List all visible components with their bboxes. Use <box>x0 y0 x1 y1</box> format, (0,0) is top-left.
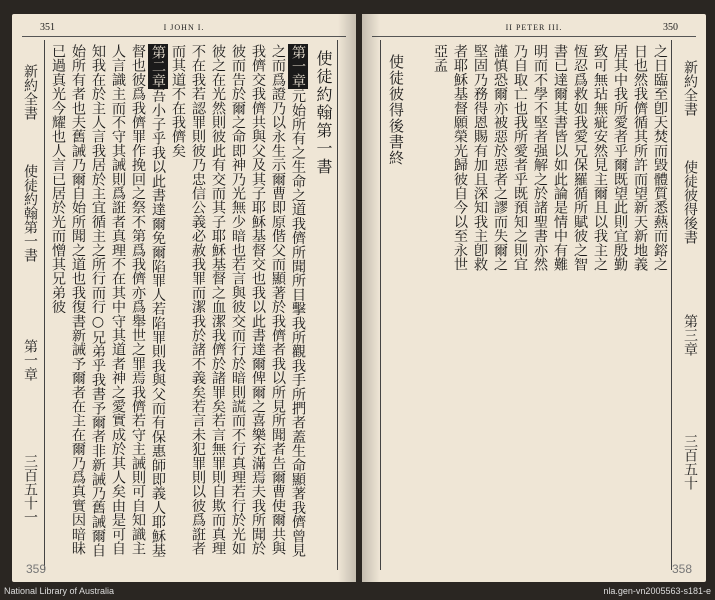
margin-chapter: 第三章 <box>682 314 698 356</box>
margin-book-name: 新約全書 <box>682 60 698 116</box>
book-end-title: 使徒彼得後書終 <box>387 54 405 166</box>
chapter-1-marker: 第一章 <box>290 45 306 88</box>
pencil-number: 358 <box>671 562 692 576</box>
chapter-2-text: 吾小子乎我以此書達爾免爾陷罪人若陷罪則我與父而有保惠師即義人耶穌基督也彼爲我儕罪作挽回之祭不第爲我儕亦爲舉世之罪焉我儕若守主誡則可自知識主人言識主而不守其誡則爲誑者真理不在其中守其道者神之愛實成於其人矣由是可自知我在於主人言我居於主宜循主之所行而行○兄弟乎我書予爾者非新誡乃舊誡爾自始所有者也夫舊誡乃爾自始所聞之道也我復書新誡予爾者在主在爾乃爲真實因暗昧已過真光今耀也人言已居於光而憎其兄弟彼 <box>50 44 166 558</box>
running-header-right <box>372 20 696 37</box>
margin-book-name: 新約全書 <box>22 64 38 120</box>
margin-epistle-name: 使徒約翰第一書 <box>22 164 38 262</box>
running-header-left <box>22 20 346 37</box>
margin-chapter: 第一章 <box>22 339 38 381</box>
body-text <box>432 44 670 284</box>
gutter-shadow <box>338 14 356 582</box>
margin-epistle-name: 使徒彼得後書 <box>682 160 698 244</box>
left-page <box>12 14 356 582</box>
footer-attribution: National Library of Australia <box>4 586 115 596</box>
gutter-shadow <box>362 14 380 582</box>
margin-sheet-number: 三百五十 <box>682 434 698 490</box>
footer-identifier: nla.gen-vn2005563-s181-e <box>603 586 711 596</box>
running-title: I JOHN I. <box>163 23 205 32</box>
chapter-3-text: 之日臨至卽天焚而毀體質悉爇而鎔之日也然我儕循其所許而望新天新地義居其中我所愛者乎爾既望此則宜殷勤致可無玷無疵安然見主爾且以我主之恆忍爲救如我愛兄保羅循所賦彼之智書已達爾其書皆以如此論是情中有難明而不學不堅者强解之於諸聖書亦然乃自取亡也我所愛者乎既預知之則宜謹慎恐爾亦被惡於惡者之謬而失爾之堅固乃務得恩賜有加且深知我主卽救者耶穌基督願榮光歸彼自今以至永世亞孟 <box>432 44 668 272</box>
book-title: 使徒約翰第一書 <box>314 50 333 176</box>
right-page <box>362 14 706 582</box>
chapter-1-text: 元始所有之生命之道我儕所聞所目擊我所觀我手所捫者蓋生命顯著我儕曾見之而爲證乃以永生示爾曹即原偕父而顯著於我儕者我以所見所聞者告爾曹使爾共與我儕交我儕共與父及其子耶穌基督交也我以此書達爾俾爾之喜樂充滿焉夫我所聞於彼而告於爾之命即神乃光無少暗也若言與彼交而行於暗則謊而不行真理若行於光如彼之在光然則彼此有交而其子耶穌基督之血潔我儕於諸罪矣若言無罪則自欺而真理不在我若認罪則彼乃忠信公義必赦我罪而潔我於諸不義矣若言未犯罪則以彼爲誑者而其道不在我儕矣 <box>170 44 306 558</box>
page-number: 350 <box>663 22 678 33</box>
running-title: II PETER III. <box>505 23 563 32</box>
body-text <box>48 44 308 564</box>
pencil-number: 359 <box>26 562 47 576</box>
page-number: 351 <box>40 22 55 33</box>
margin-sheet-number: 三百五十一 <box>22 454 38 524</box>
chapter-2-marker: 第二章 <box>150 45 166 88</box>
